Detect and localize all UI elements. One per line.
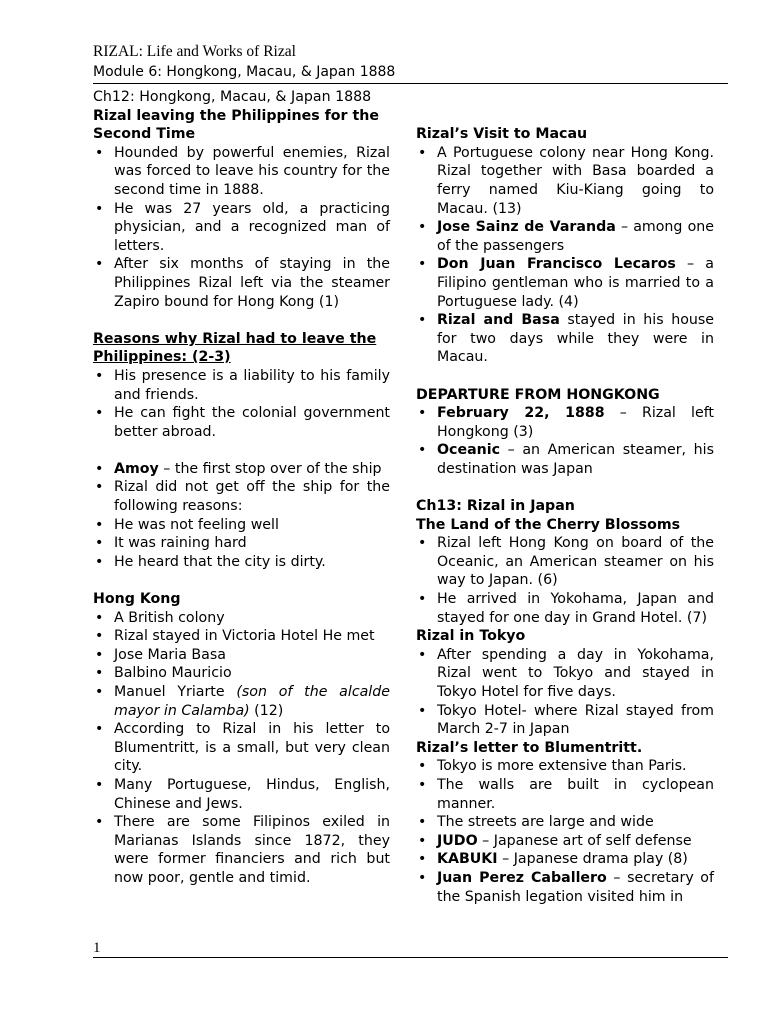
definition: – Japanese drama play (8) bbox=[497, 851, 688, 868]
list-item: • Hounded by powerful enemies, Rizal was forced to leave his country for the second time in 1888. bbox=[93, 144, 390, 200]
hongkong-list bbox=[93, 609, 390, 888]
term: February 22, 1888 bbox=[437, 405, 605, 422]
list-item: • Rizal did not get off the ship for the following reasons: bbox=[93, 478, 390, 515]
list-item bbox=[416, 404, 714, 441]
yriarte-note: (son of the alcalde mayor in Calamba) bbox=[114, 684, 390, 719]
definition: – an American steamer, his destination was Japan bbox=[437, 442, 714, 477]
footer-rule bbox=[93, 957, 728, 958]
list-item bbox=[416, 832, 714, 851]
yriarte-name: Manuel Yriarte bbox=[114, 684, 237, 700]
list-item: • Balbino Mauricio bbox=[93, 664, 390, 683]
chapter-12-title: Ch12: Hongkong, Macau, & Japan 1888 bbox=[93, 89, 372, 105]
list-item bbox=[416, 218, 714, 255]
header-course-title: RIZAL: Life and Works of Rizal bbox=[93, 43, 296, 60]
reasons-list bbox=[93, 367, 390, 441]
term: Oceanic bbox=[437, 442, 501, 459]
term: Jose Sainz de Varanda bbox=[437, 219, 616, 236]
section-macau-title: Rizal’s Visit to Macau bbox=[416, 126, 588, 143]
list-item: • Tokyo Hotel- where Rizal stayed from March 2-7 in Japan bbox=[416, 702, 714, 739]
left-column bbox=[93, 88, 390, 888]
term: Don Juan Francisco Lecaros bbox=[437, 256, 676, 273]
header-rule bbox=[93, 83, 728, 84]
list-item: • Rizal left Hong Kong on board of the Oceanic, an American steamer on his way to Japan. (6) bbox=[416, 534, 714, 590]
section-hongkong-title: Hong Kong bbox=[93, 591, 181, 608]
definition: stayed in his house for two days while they were in Macau. bbox=[437, 312, 714, 366]
section-departure-title: DEPARTURE FROM HONGKONG bbox=[416, 386, 660, 403]
list-item bbox=[93, 683, 390, 720]
list-item: • After spending a day in Yokohama, Rizal went to Tokyo and stayed in Tokyo Hotel for five days. bbox=[416, 646, 714, 702]
tokyo-list bbox=[416, 646, 714, 739]
list-item: • It was raining hard bbox=[93, 534, 390, 553]
amoy-list bbox=[93, 460, 390, 572]
list-item: • After six months of staying in the Philippines Rizal left via the steamer Zapiro bound for Hong Kong (1) bbox=[93, 255, 390, 311]
list-item: • Tokyo is more extensive than Paris. bbox=[416, 757, 714, 776]
list-item bbox=[416, 869, 714, 906]
list-item: • He arrived in Yokohama, Japan and stayed for one day in Grand Hotel. (7) bbox=[416, 590, 714, 627]
list-item: • According to Rizal in his letter to Blumentritt, is a small, but very clean city. bbox=[93, 720, 390, 776]
section-leaving-title: Rizal leaving the Philippines for the Second Time bbox=[93, 107, 379, 143]
amoy-term: Amoy bbox=[114, 460, 159, 477]
amoy-text: – the first stop over of the ship bbox=[158, 460, 382, 477]
list-item bbox=[416, 311, 714, 367]
term: Rizal and Basa bbox=[437, 312, 560, 329]
yriarte-ref: (12) bbox=[249, 702, 284, 719]
list-item: • He was 27 years old, a practicing physician, and a recognized man of letters. bbox=[93, 200, 390, 256]
macau-list bbox=[416, 144, 714, 367]
list-item bbox=[93, 460, 390, 479]
term: KABUKI bbox=[437, 851, 498, 868]
section-tokyo-title: Rizal in Tokyo bbox=[416, 628, 526, 645]
list-item: • The walls are built in cyclopean manner. bbox=[416, 776, 714, 813]
leaving-list bbox=[93, 144, 390, 311]
definition: – among one of the passengers bbox=[437, 219, 714, 254]
chapter-13-title: Ch13: Rizal in Japan bbox=[416, 498, 575, 515]
section-reasons-title: Reasons why Rizal had to leave the Philippines: (2-3) bbox=[93, 330, 377, 366]
list-item: • A British colony bbox=[93, 609, 390, 628]
definition: – Japanese art of self defense bbox=[477, 832, 692, 849]
definition: – Rizal left Hongkong (3) bbox=[437, 405, 714, 440]
list-item: • He heard that the city is dirty. bbox=[93, 553, 390, 572]
japan-list bbox=[416, 534, 714, 627]
page-number: 1 bbox=[93, 940, 101, 956]
letter-list bbox=[416, 757, 714, 906]
departure-list bbox=[416, 404, 714, 478]
list-item: • Many Portuguese, Hindus, English, Chinese and Jews. bbox=[93, 776, 390, 813]
list-item bbox=[416, 255, 714, 311]
term: Juan Perez Caballero bbox=[437, 869, 607, 886]
chapter-13-subtitle: The Land of the Cherry Blossoms bbox=[416, 516, 681, 533]
list-item: • A Portuguese colony near Hong Kong. Rizal together with Basa boarded a ferry named Kiu-Kiang going to Macau. (13) bbox=[416, 144, 714, 218]
list-item: • There are some Filipinos exiled in Marianas Islands since 1872, they were former financiers and rich but now poor, gentle and timid. bbox=[93, 813, 390, 887]
list-item: • He was not feeling well bbox=[93, 516, 390, 535]
list-item: • His presence is a liability to his family and friends. bbox=[93, 367, 390, 404]
page-header bbox=[93, 42, 727, 82]
list-item bbox=[416, 850, 714, 869]
section-letter-title: Rizal’s letter to Blumentritt. bbox=[416, 739, 643, 756]
header-module-title: Module 6: Hongkong, Macau, & Japan 1888 bbox=[93, 64, 396, 80]
list-item: • Rizal stayed in Victoria Hotel He met bbox=[93, 627, 390, 646]
list-item: • He can fight the colonial government better abroad. bbox=[93, 404, 390, 441]
list-item: • The streets are large and wide bbox=[416, 813, 714, 832]
definition: – a Filipino gentleman who is married to a Portuguese lady. (4) bbox=[437, 256, 714, 310]
list-item: • Jose Maria Basa bbox=[93, 646, 390, 665]
definition: – secretary of the Spanish legation visited him in bbox=[437, 869, 714, 905]
list-item bbox=[416, 441, 714, 478]
term: JUDO bbox=[437, 832, 478, 849]
right-column bbox=[416, 88, 714, 906]
